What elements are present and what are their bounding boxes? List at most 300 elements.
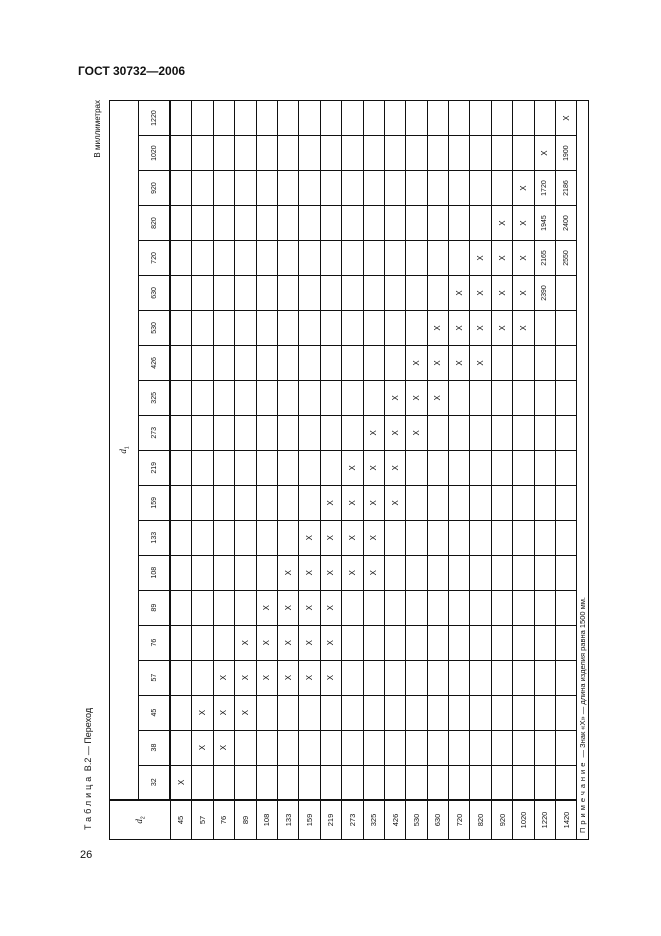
cell-empty (342, 310, 363, 345)
d2-value: 159 (299, 800, 320, 840)
cell-mark: X (277, 660, 298, 695)
cell-empty (256, 345, 277, 380)
cell-empty (513, 345, 534, 380)
cell-empty (256, 520, 277, 555)
cell-mark: X (320, 555, 341, 590)
cell-empty (534, 590, 555, 625)
cell-empty (299, 241, 320, 276)
cell-empty (213, 310, 234, 345)
cell-mark: X (363, 520, 384, 555)
cell-empty (470, 171, 491, 206)
cell-empty (491, 730, 512, 765)
cell-empty (170, 660, 192, 695)
cell-empty (427, 415, 448, 450)
cell-empty (235, 206, 256, 241)
cell-empty (235, 415, 256, 450)
cell-empty (363, 730, 384, 765)
cell-empty (235, 765, 256, 800)
cell-empty (427, 171, 448, 206)
d1-value-header: 720 (139, 241, 171, 276)
cell-empty (534, 450, 555, 485)
cell-empty (449, 415, 470, 450)
cell-empty (235, 241, 256, 276)
d2-value: 76 (213, 800, 234, 840)
cell-empty (556, 485, 577, 520)
cell-empty (299, 275, 320, 310)
cell-empty (342, 415, 363, 450)
cell-empty (256, 136, 277, 171)
cell-empty (277, 171, 298, 206)
table-row (384, 101, 405, 840)
cell-empty (556, 625, 577, 660)
cell-mark: X (213, 695, 234, 730)
cell-empty (342, 136, 363, 171)
cell-mark: X (192, 695, 213, 730)
cell-mark: X (342, 520, 363, 555)
cell-mark: X (277, 625, 298, 660)
cell-empty (470, 660, 491, 695)
cell-empty (513, 450, 534, 485)
cell-empty (320, 415, 341, 450)
cell-empty (427, 625, 448, 660)
cell-empty (170, 730, 192, 765)
cell-empty (277, 241, 298, 276)
d2-value: 273 (342, 800, 363, 840)
cell-empty (363, 380, 384, 415)
cell-empty (170, 520, 192, 555)
cell-mark: X (320, 485, 341, 520)
cell-mark: X (427, 310, 448, 345)
cell-empty (470, 101, 491, 136)
cell-empty (513, 625, 534, 660)
d1-value-header: 219 (139, 450, 171, 485)
cell-empty (256, 171, 277, 206)
cell-mark: X (299, 520, 320, 555)
cell-empty (342, 660, 363, 695)
cell-empty (256, 101, 277, 136)
cell-empty (470, 520, 491, 555)
cell-mark: X (363, 555, 384, 590)
cell-empty (406, 695, 427, 730)
cell-empty (449, 206, 470, 241)
cell-length: 1720 (534, 171, 555, 206)
cell-empty (384, 345, 405, 380)
d1-value-header: 920 (139, 171, 171, 206)
cell-empty (427, 590, 448, 625)
cell-empty (277, 380, 298, 415)
cell-empty (299, 206, 320, 241)
cell-mark: X (299, 590, 320, 625)
cell-mark: X (470, 275, 491, 310)
cell-empty (342, 345, 363, 380)
cell-empty (170, 275, 192, 310)
cell-empty (513, 415, 534, 450)
cell-empty (427, 520, 448, 555)
cell-empty (342, 590, 363, 625)
cell-empty (534, 555, 555, 590)
cell-empty (256, 730, 277, 765)
cell-empty (170, 171, 192, 206)
cell-empty (363, 695, 384, 730)
cell-empty (427, 730, 448, 765)
cell-empty (427, 765, 448, 800)
cell-empty (213, 765, 234, 800)
cell-mark: X (513, 171, 534, 206)
cell-empty (277, 485, 298, 520)
cell-empty (513, 101, 534, 136)
d2-value: 57 (192, 800, 213, 840)
cell-mark: X (299, 660, 320, 695)
d1-value-header: 426 (139, 345, 171, 380)
cell-empty (427, 695, 448, 730)
cell-empty (213, 206, 234, 241)
cell-empty (384, 730, 405, 765)
cell-empty (170, 625, 192, 660)
cell-empty (449, 101, 470, 136)
d2-header: $d_2$ (110, 800, 171, 840)
cell-empty (406, 555, 427, 590)
cell-length: 2550 (556, 241, 577, 276)
cell-mark: X (299, 625, 320, 660)
cell-empty (256, 241, 277, 276)
cell-mark: X (256, 590, 277, 625)
cell-empty (470, 590, 491, 625)
cell-empty (363, 241, 384, 276)
cell-empty (384, 206, 405, 241)
cell-empty (470, 485, 491, 520)
table-note (577, 101, 589, 840)
table-row (427, 101, 448, 840)
cell-mark: X (491, 241, 512, 276)
cell-empty (342, 275, 363, 310)
cell-empty (491, 765, 512, 800)
cell-empty (170, 695, 192, 730)
cell-empty (213, 171, 234, 206)
cell-empty (470, 136, 491, 171)
cell-empty (256, 555, 277, 590)
cell-empty (470, 415, 491, 450)
cell-mark: X (384, 415, 405, 450)
cell-empty (213, 625, 234, 660)
cell-empty (299, 136, 320, 171)
cell-mark: X (235, 695, 256, 730)
cell-empty (320, 206, 341, 241)
table-row (406, 101, 427, 840)
cell-empty (277, 310, 298, 345)
cell-mark: X (235, 660, 256, 695)
cell-mark: X (342, 555, 363, 590)
table-row (256, 101, 277, 840)
cell-mark: X (277, 555, 298, 590)
cell-empty (320, 730, 341, 765)
cell-empty (235, 136, 256, 171)
cell-empty (213, 555, 234, 590)
cell-empty (363, 206, 384, 241)
cell-empty (363, 625, 384, 660)
cell-mark: X (491, 310, 512, 345)
cell-empty (320, 310, 341, 345)
cell-empty (534, 380, 555, 415)
cell-mark: X (556, 101, 577, 136)
cell-mark: X (449, 275, 470, 310)
cell-mark: X (213, 730, 234, 765)
cell-empty (534, 520, 555, 555)
cell-empty (363, 171, 384, 206)
cell-empty (277, 101, 298, 136)
cell-empty (427, 241, 448, 276)
cell-mark: X (513, 206, 534, 241)
cell-empty (192, 171, 213, 206)
cell-mark: X (427, 345, 448, 380)
cell-empty (213, 275, 234, 310)
cell-empty (213, 101, 234, 136)
d2-value: 133 (277, 800, 298, 840)
cell-empty (491, 136, 512, 171)
cell-empty (534, 730, 555, 765)
cell-empty (556, 310, 577, 345)
cell-empty (556, 380, 577, 415)
cell-empty (491, 625, 512, 660)
cell-empty (384, 171, 405, 206)
cell-empty (406, 590, 427, 625)
note-row (577, 101, 589, 840)
cell-empty (213, 345, 234, 380)
cell-empty (170, 485, 192, 520)
cell-empty (235, 590, 256, 625)
d1-header: $d_1$ (110, 101, 139, 801)
cell-empty (556, 660, 577, 695)
cell-length: 2165 (534, 241, 555, 276)
cell-empty (449, 765, 470, 800)
cell-empty (277, 765, 298, 800)
cell-mark: X (384, 450, 405, 485)
caption-label: Таблица (83, 773, 93, 830)
d1-value-header: 159 (139, 485, 171, 520)
cell-empty (491, 415, 512, 450)
caption-rest: В.2 — Переход (83, 707, 93, 772)
cell-empty (363, 660, 384, 695)
cell-empty (449, 625, 470, 660)
cell-empty (556, 415, 577, 450)
cell-mark: X (384, 485, 405, 520)
cell-mark: X (299, 555, 320, 590)
cell-empty (534, 101, 555, 136)
d2-value: 426 (384, 800, 405, 840)
d1-value-header: 45 (139, 695, 171, 730)
cell-empty (534, 415, 555, 450)
cell-mark: X (192, 730, 213, 765)
cell-empty (342, 171, 363, 206)
cell-empty (342, 380, 363, 415)
cell-mark: X (470, 345, 491, 380)
table-row (363, 101, 384, 840)
cell-empty (299, 415, 320, 450)
cell-empty (192, 485, 213, 520)
cell-mark: X (213, 660, 234, 695)
cell-empty (277, 695, 298, 730)
d2-value: 1220 (534, 800, 555, 840)
cell-empty (213, 450, 234, 485)
cell-mark: X (320, 590, 341, 625)
cell-empty (406, 101, 427, 136)
cell-empty (363, 310, 384, 345)
cell-empty (384, 590, 405, 625)
cell-empty (406, 730, 427, 765)
cell-empty (342, 241, 363, 276)
cell-empty (342, 625, 363, 660)
table-row (213, 101, 234, 840)
cell-empty (449, 520, 470, 555)
cell-empty (384, 625, 405, 660)
cell-empty (235, 345, 256, 380)
cell-empty (256, 695, 277, 730)
cell-empty (320, 345, 341, 380)
cell-empty (534, 485, 555, 520)
cell-empty (363, 275, 384, 310)
cell-empty (449, 730, 470, 765)
cell-empty (342, 765, 363, 800)
cell-empty (170, 380, 192, 415)
cell-empty (427, 136, 448, 171)
cell-empty (192, 310, 213, 345)
cell-empty (213, 520, 234, 555)
d2-value: 530 (406, 800, 427, 840)
cell-mark: X (427, 380, 448, 415)
cell-empty (406, 171, 427, 206)
d2-value: 219 (320, 800, 341, 840)
cell-empty (363, 590, 384, 625)
cell-empty (320, 450, 341, 485)
cell-mark: X (491, 206, 512, 241)
cell-empty (192, 206, 213, 241)
table-row (192, 101, 213, 840)
cell-empty (513, 660, 534, 695)
cell-empty (192, 380, 213, 415)
cell-empty (299, 695, 320, 730)
cell-empty (170, 345, 192, 380)
cell-empty (556, 520, 577, 555)
table-row (342, 101, 363, 840)
cell-mark: X (406, 415, 427, 450)
cell-empty (256, 765, 277, 800)
cell-mark: X (406, 380, 427, 415)
cell-empty (491, 520, 512, 555)
cell-mark: X (320, 520, 341, 555)
table-row (449, 101, 470, 840)
units-label: В миллиметрах (93, 100, 102, 158)
cell-empty (277, 415, 298, 450)
cell-empty (170, 136, 192, 171)
cell-mark: X (406, 345, 427, 380)
cell-empty (491, 450, 512, 485)
cell-empty (213, 136, 234, 171)
cell-empty (213, 590, 234, 625)
cell-empty (342, 101, 363, 136)
cell-length: 1900 (556, 136, 577, 171)
cell-empty (556, 275, 577, 310)
cell-empty (513, 555, 534, 590)
cell-empty (384, 136, 405, 171)
cell-empty (192, 520, 213, 555)
cell-empty (513, 765, 534, 800)
table-row (556, 101, 577, 840)
cell-empty (449, 485, 470, 520)
cell-empty (320, 101, 341, 136)
d1-value-header: 133 (139, 520, 171, 555)
note-label: Примечание (578, 759, 588, 833)
cell-empty (406, 136, 427, 171)
cell-empty (406, 660, 427, 695)
cell-empty (192, 590, 213, 625)
cell-empty (556, 730, 577, 765)
d1-value-header: 108 (139, 555, 171, 590)
cell-empty (470, 730, 491, 765)
table-row (299, 101, 320, 840)
cell-empty (534, 660, 555, 695)
cell-length: 2186 (556, 171, 577, 206)
standard-title: ГОСТ 30732—2006 (78, 64, 186, 78)
cell-mark: X (320, 660, 341, 695)
cell-empty (491, 695, 512, 730)
cell-empty (384, 660, 405, 695)
d1-value-header: 273 (139, 415, 171, 450)
cell-mark: X (277, 590, 298, 625)
cell-mark: X (256, 660, 277, 695)
cell-empty (192, 101, 213, 136)
cell-empty (192, 625, 213, 660)
cell-mark: X (513, 241, 534, 276)
cell-empty (299, 101, 320, 136)
d1-value-header: 1020 (139, 136, 171, 171)
page-number: 26 (80, 849, 93, 861)
cell-empty (384, 101, 405, 136)
cell-empty (320, 171, 341, 206)
cell-empty (513, 136, 534, 171)
cell-empty (277, 136, 298, 171)
cell-empty (384, 555, 405, 590)
cell-length: 2390 (534, 275, 555, 310)
cell-empty (534, 695, 555, 730)
rotated-table-block (80, 97, 592, 842)
cell-mark: X (449, 310, 470, 345)
cell-empty (491, 485, 512, 520)
cell-empty (213, 485, 234, 520)
cell-empty (342, 730, 363, 765)
cell-empty (449, 695, 470, 730)
cell-empty (192, 136, 213, 171)
cell-empty (170, 241, 192, 276)
d1-values-row (139, 101, 171, 840)
cell-empty (406, 275, 427, 310)
cell-empty (192, 450, 213, 485)
cell-empty (491, 101, 512, 136)
cell-empty (406, 241, 427, 276)
cell-empty (277, 520, 298, 555)
cell-empty (491, 660, 512, 695)
cell-empty (534, 765, 555, 800)
cell-mark: X (256, 625, 277, 660)
cell-empty (299, 485, 320, 520)
cell-empty (406, 625, 427, 660)
cell-empty (491, 380, 512, 415)
cell-empty (534, 625, 555, 660)
d2-value: 45 (170, 800, 192, 840)
cell-empty (470, 625, 491, 660)
cell-empty (235, 520, 256, 555)
cell-empty (449, 171, 470, 206)
d2-value: 820 (470, 800, 491, 840)
cell-empty (192, 555, 213, 590)
